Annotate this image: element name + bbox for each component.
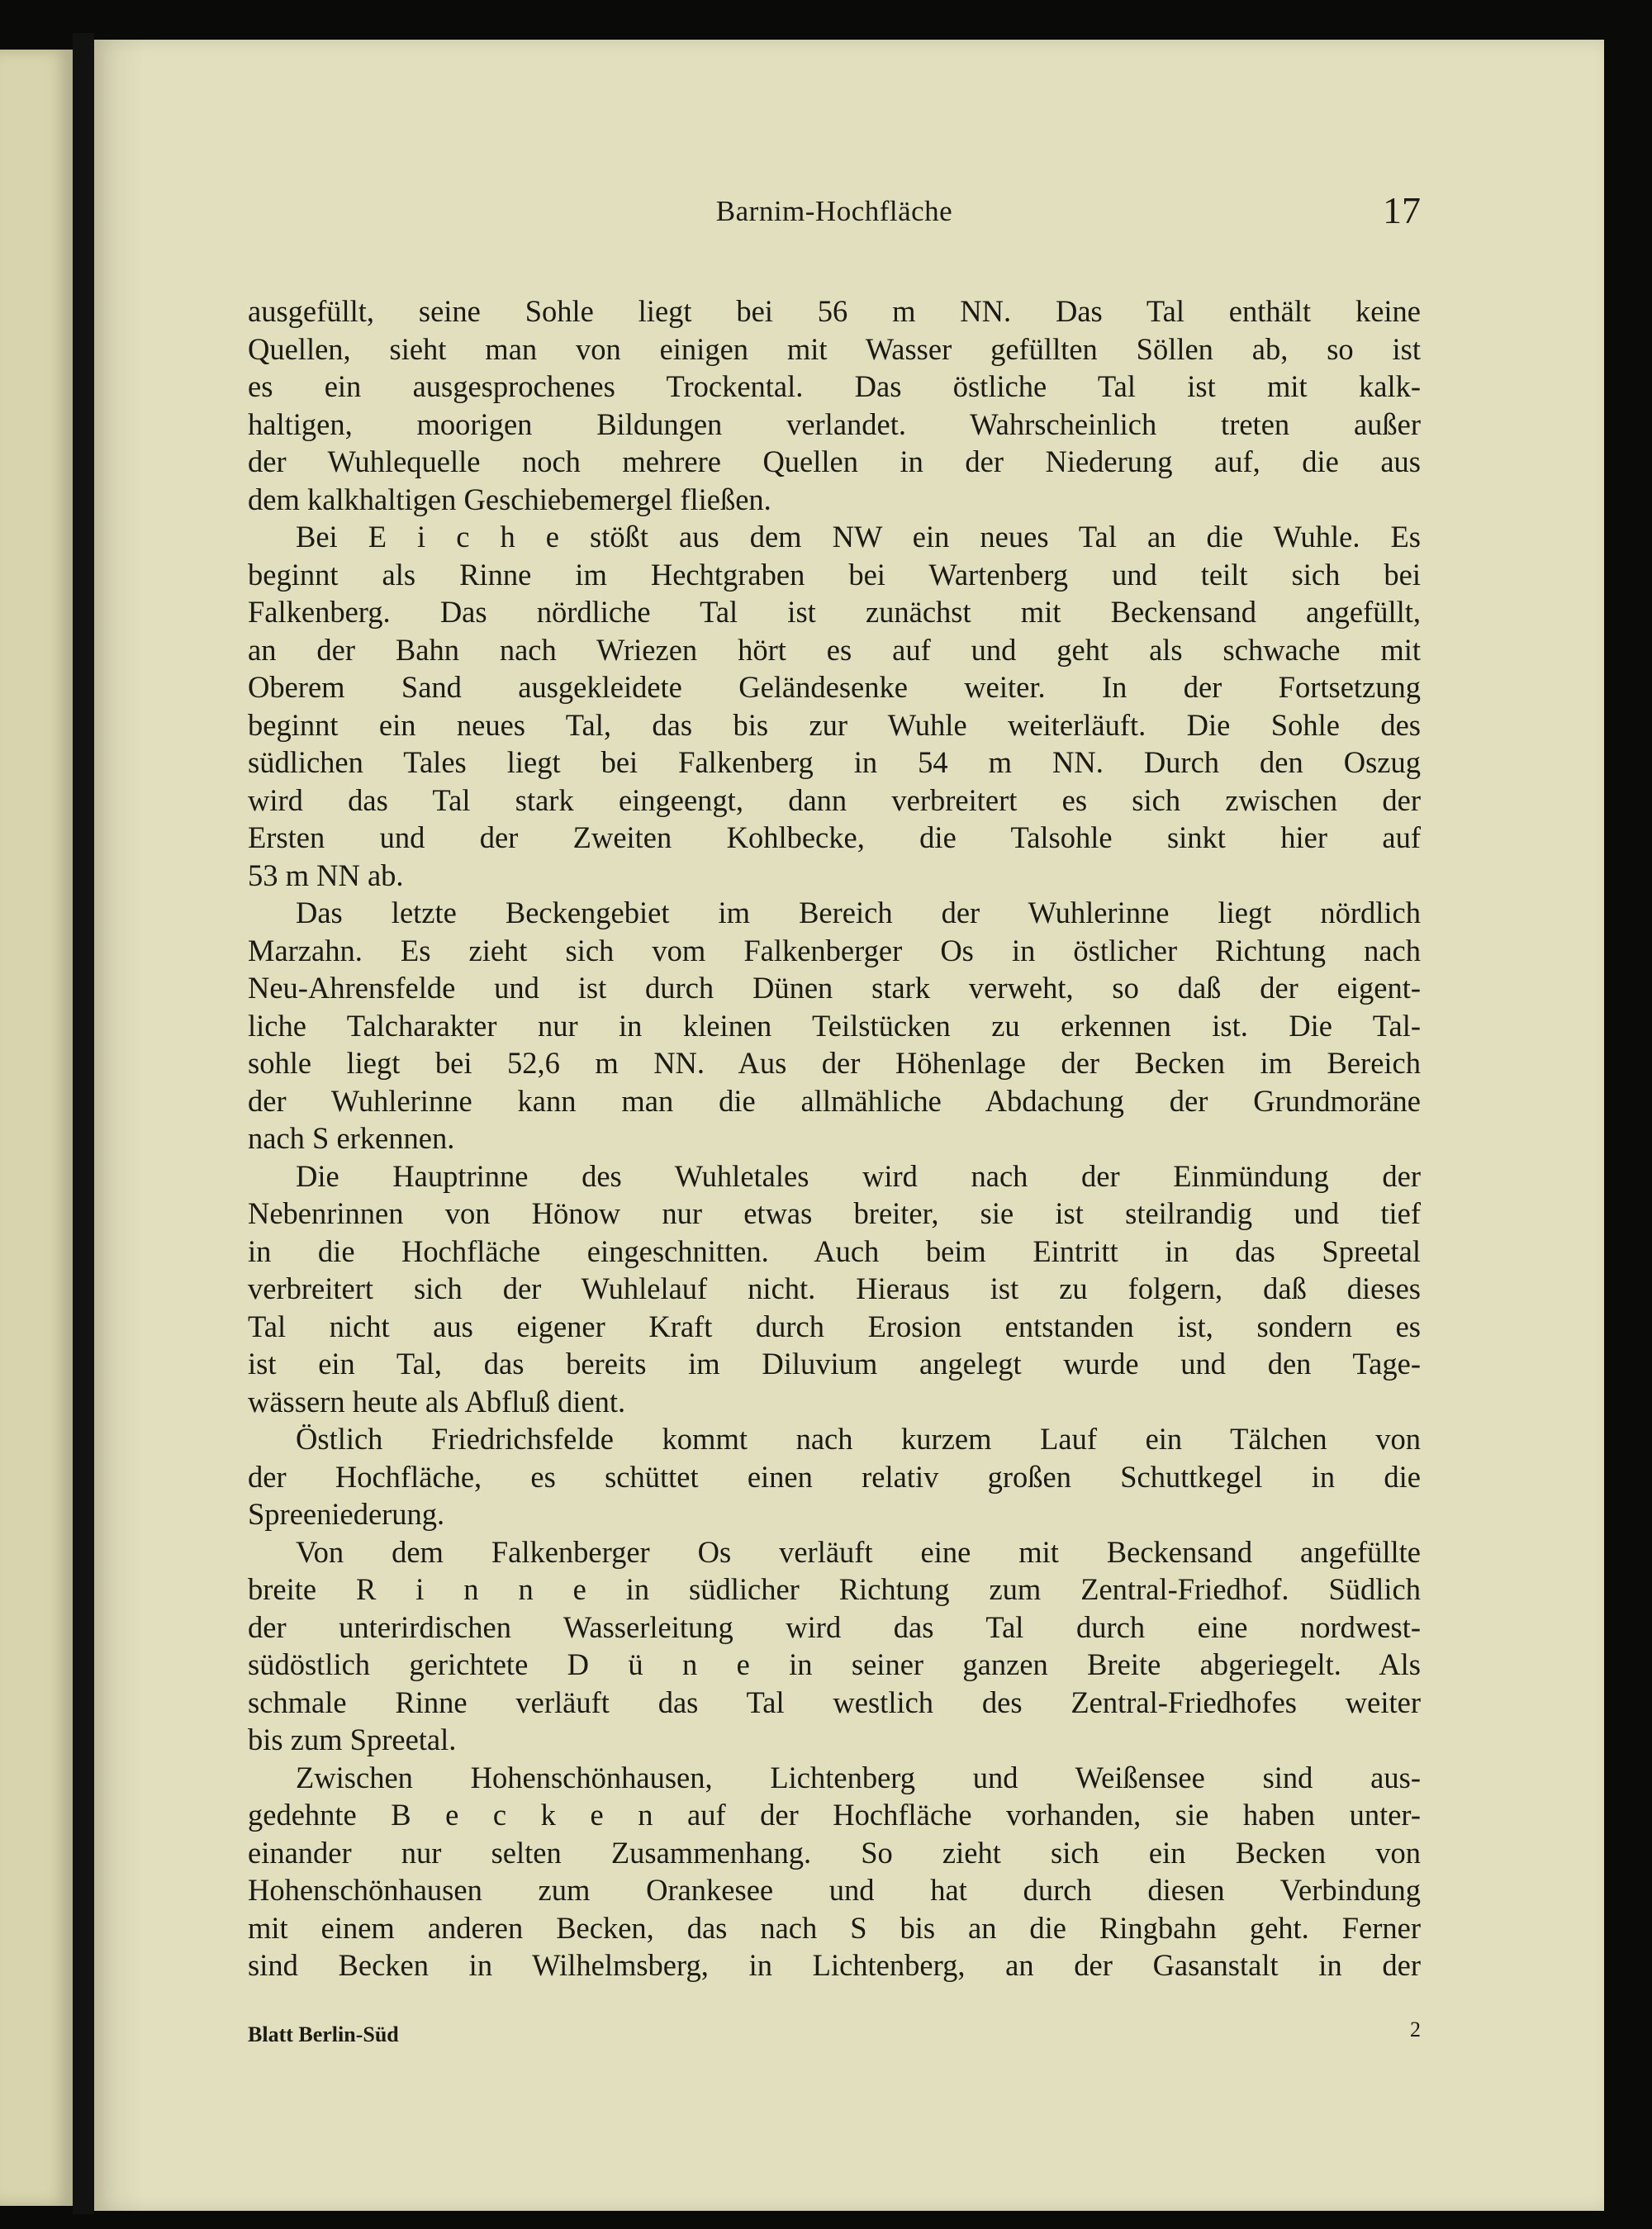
- text-line: beginnt ein neues Tal, das bis zur Wuhle weiterläuft. Die Sohle des: [248, 707, 1421, 742]
- text-line: Von dem Falkenberger Os verläuft eine mit Beckensand angefüllte: [296, 1534, 1421, 1569]
- text-line: Oberem Sand ausgekleidete Geländesenke weiter. In der Fortsetzung: [248, 670, 1421, 704]
- book-gutter: [73, 33, 94, 2214]
- text-line: nach S erkennen.: [248, 1121, 455, 1155]
- text-line: Zwischen Hohenschönhausen, Lichtenberg und Weißensee sind aus-: [296, 1760, 1421, 1794]
- text-line: bis zum Spreetal.: [248, 1723, 457, 1756]
- text-line: Östlich Friedrichsfelde kommt nach kurzem Lauf ein Tälchen von: [296, 1422, 1421, 1456]
- text-line: sohle liegt bei 52,6 m NN. Aus der Höhenlage der Becken im Bereich: [248, 1046, 1421, 1080]
- text-line: Hohenschönhausen zum Orankesee und hat durch diesen Verbindung: [248, 1873, 1421, 1907]
- running-title: Barnim-Hochfläche: [715, 195, 953, 227]
- text-line: an der Bahn nach Wriezen hört es auf und geht als schwache mit: [248, 632, 1421, 667]
- text-line: dem kalkhaltigen Geschiebemergel fließen.: [248, 482, 771, 516]
- facing-page-edge: [0, 50, 73, 2206]
- body-text: [248, 292, 1421, 1984]
- text-line: haltigen, moorigen Bildungen verlandet. Wahrscheinlich treten außer: [248, 406, 1421, 441]
- text-line: wässern heute als Abfluß dient.: [248, 1384, 626, 1419]
- text-line: schmale Rinne verläuft das Tal westlich des Zentral-Friedhofes weiter: [248, 1685, 1421, 1719]
- text-line: mit einem anderen Becken, das nach S bis an die Ringbahn geht. Ferner: [248, 1910, 1421, 1945]
- text-line: sind Becken in Wilhelmsberg, in Lichtenberg, an der Gasanstalt in der: [248, 1948, 1421, 1982]
- signature-mark: 2: [1410, 2018, 1421, 2041]
- text-line: es ein ausgesprochenes Trockental. Das östliche Tal ist mit kalk-: [248, 369, 1421, 403]
- text-line: südlichen Tales liegt bei Falkenberg in 54 m NN. Durch den Oszug: [248, 745, 1421, 779]
- text-line: gedehnte B e c k e n auf der Hochfläche vorhanden, sie haben unter-: [248, 1798, 1421, 1832]
- text-line: verbreitert sich der Wuhlelauf nicht. Hieraus ist zu folgern, daß dieses: [248, 1271, 1421, 1305]
- text-line: in die Hochfläche eingeschnitten. Auch beim Eintritt in das Spreetal: [248, 1233, 1421, 1268]
- text-line: Das letzte Beckengebiet im Bereich der Wuhlerinne liegt nördlich: [296, 896, 1421, 929]
- text-line: Tal nicht aus eigener Kraft durch Erosion entstanden ist, sondern es: [248, 1309, 1421, 1343]
- text-line: ist ein Tal, das bereits im Diluvium angelegt wurde und den Tage-: [248, 1347, 1421, 1381]
- text-line: liche Talcharakter nur in kleinen Teilstücken zu erkennen ist. Die Tal-: [248, 1008, 1421, 1043]
- text-line: der Hochfläche, es schüttet einen relativ großen Schuttkegel in die: [248, 1459, 1421, 1494]
- text-line: 53 m NN ab.: [248, 858, 404, 892]
- text-line: Die Hauptrinne des Wuhletales wird nach der Einmündung der: [296, 1158, 1421, 1193]
- text-line: der Wuhlerinne kann man die allmähliche Abdachung der Grundmoräne: [248, 1083, 1421, 1118]
- text-line: Quellen, sieht man von einigen mit Wasser gefüllten Söllen ab, so ist: [248, 331, 1421, 366]
- text-line: Neu-Ahrensfelde und ist durch Dünen stark verweht, so daß der eigent-: [248, 971, 1421, 1005]
- text-line: südöstlich gerichtete D ü n e in seiner ganzen Breite abgeriegelt. Als: [248, 1647, 1421, 1681]
- running-head: [248, 187, 1421, 236]
- text-line: einander nur selten Zusammenhang. So zieht sich ein Becken von: [248, 1835, 1421, 1870]
- text-line: Nebenrinnen von Hönow nur etwas breiter, sie ist steilrandig und tief: [248, 1196, 1421, 1230]
- text-line: Ersten und der Zweiten Kohlbecke, die Talsohle sinkt hier auf: [248, 820, 1421, 854]
- text-line: wird das Tal stark eingeengt, dann verbreitert es sich zwischen der: [248, 782, 1421, 817]
- text-line: Bei E i c h e stößt aus dem NW ein neues Tal an die Wuhle. Es: [296, 520, 1421, 554]
- sheet-label: Blatt Berlin-Süd: [248, 2022, 399, 2046]
- book-page: [94, 40, 1604, 2211]
- text-line: der unterirdischen Wasserleitung wird das Tal durch eine nordwest-: [248, 1609, 1421, 1644]
- text-line: ausgefüllt, seine Sohle liegt bei 56 m NN. Das Tal enthält keine: [248, 294, 1421, 328]
- text-line: Falkenberg. Das nördliche Tal ist zunächst mit Beckensand angefüllt,: [248, 595, 1421, 629]
- text-line: beginnt als Rinne im Hechtgraben bei Wartenberg und teilt sich bei: [248, 557, 1421, 592]
- page-footer: [248, 2018, 1421, 2051]
- page-number: 17: [1383, 189, 1421, 231]
- text-line: der Wuhlequelle noch mehrere Quellen in der Niederung auf, die aus: [248, 444, 1421, 478]
- text-line: Spreeniederung.: [248, 1497, 445, 1531]
- text-line: Marzahn. Es zieht sich vom Falkenberger Os in östlicher Richtung nach: [248, 933, 1421, 967]
- text-line: breite R i n n e in südlicher Richtung zum Zentral-Friedhof. Südlich: [248, 1572, 1421, 1606]
